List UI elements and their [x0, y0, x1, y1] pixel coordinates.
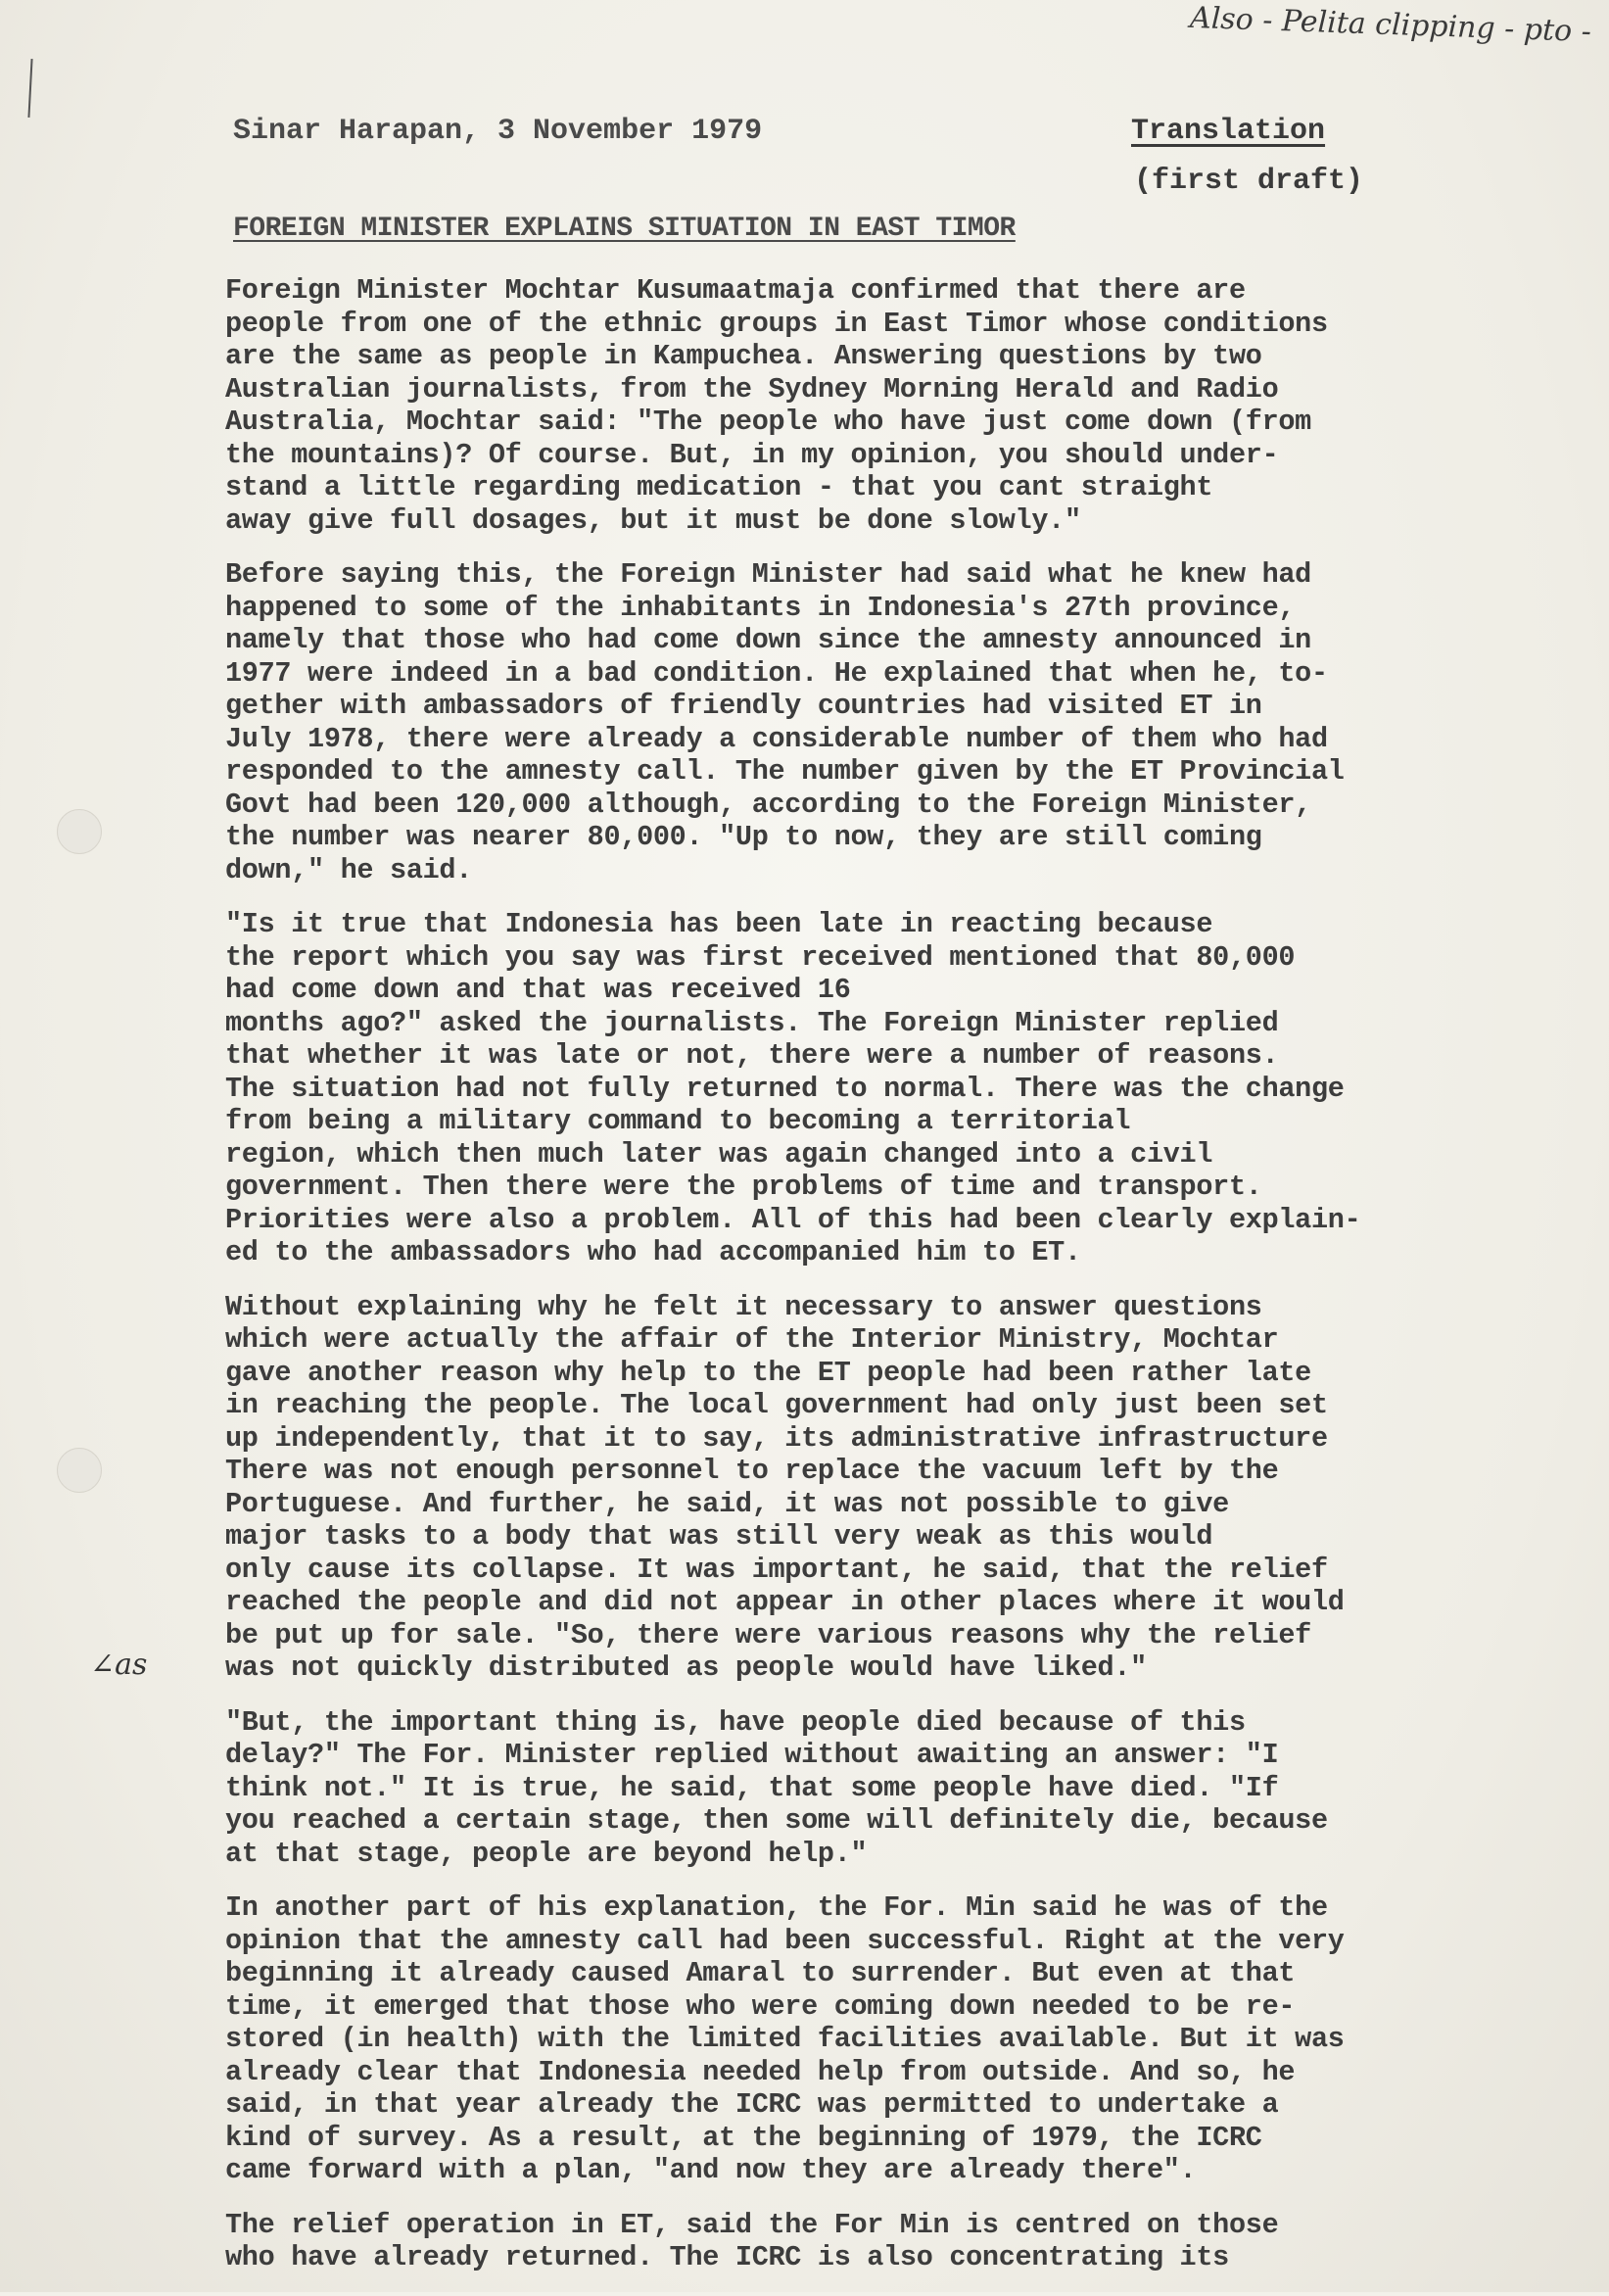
margin-note: ∠as — [90, 1648, 148, 1682]
edge-mark — [27, 59, 32, 118]
punch-hole — [57, 809, 102, 854]
paragraph: The relief operation in ET, said the For Min is centred on those who have already returned. The ICRC is also concentrating its — [225, 2208, 1279, 2273]
article-body — [225, 274, 1591, 2296]
source-line: Sinar Harapan, 3 November 1979 — [233, 115, 763, 148]
paragraph: Foreign Minister Mochtar Kusumaatmaja confirmed that there are people from one of the ethnic groups in East Timor whose conditions are the same as people in Kampuchea. Answering questions by two Australian journalists, from the Sydney Morning Herald and Radio Australia, Mochtar said: "The people who have just come down (from the mountains)? Of course. But, in my opinion, you should under- stand a little regarding medication - that you cant straight away give full dosages, but it must be done slowly." — [225, 274, 1328, 537]
paragraph: "Is it true that Indonesia has been late in reacting because the report which you say was first received mentioned that 80,000 had come down and that was received 16 months ago?" asked the journalists. The Foreign Minister replied that whether it was late or not, there were a number of reasons. The situation had not fully returned to normal. There was the change from being a military command to becoming a territorial region, which then much later was again changed into a civil government. Then there were the problems of time and transport. Priorities were also a problem. All of this had been clearly explain- ed to the ambassadors who had accompanied him to ET. — [225, 908, 1361, 1268]
margin-note-text: as — [115, 1648, 148, 1682]
paragraph: "But, the important thing is, have people died because of this delay?" The For. Minister replied without awaiting an answer: "I think not." It is true, he said, that some people have died. "If you reached a certain stage, then some will definitely die, because at that stage, people are beyond help." — [225, 1705, 1328, 1870]
punch-hole — [57, 1448, 102, 1493]
draft-label: (first draft) — [1134, 165, 1364, 198]
paragraph: Before saying this, the Foreign Minister had said what he knew had happened to some of the inhabitants in Indonesia's 27th province, namely that those who had come down since the amnesty announced in 1977 were indeed in a bad condition. He explained that when he, to- gether with ambassadors of friendly countries had visited ET in July 1978, there were already a considerable number of them who had responded to the amnesty call. The number given by the ET Provincial Govt had been 120,000 although, according to the Foreign Minister, the number was nearer 80,000. "Up to now, they are still coming down," he said. — [225, 558, 1345, 886]
handwritten-note: Also - Pelita clipping - pto - — [1189, 0, 1592, 50]
translation-label: Translation — [1131, 115, 1326, 148]
paragraph: Without explaining why he felt it necessary to answer questions which were actually the affair of the Interior Ministry, Mochtar gave another reason why help to the ET people had been rather late in reaching the people. The local government had only just been set up independently, that it to say, its administrative infrastructure There was not enough personnel to replace the vacuum left by the Portuguese. And further, he said, it was not possible to give major tasks to a body that was still very weak as this would only cause its collapse. It was important, he said, that the relief reached the people and did not appear in other places where it would be put up for sale. "So, there were various reasons why the relief was not quickly distributed as people would have liked." — [225, 1290, 1345, 1684]
paragraph: In another part of his explanation, the For. Min said he was of the opinion that the amnesty call had been successful. Right at the very beginning it already caused Amaral to surrender. But even at that time, it emerged that those who were coming down needed to be re- stored (in health) with the limited facilities available. But it was already clear that Indonesia needed help from outside. And so, he said, in that year already the ICRC was permitted to undertake a kind of survey. As a result, at the beginning of 1979, the ICRC came forward with a plan, "and now they are already there". — [225, 1891, 1345, 2186]
headline: FOREIGN MINISTER EXPLAINS SITUATION IN EAST TIMOR — [233, 214, 1016, 244]
